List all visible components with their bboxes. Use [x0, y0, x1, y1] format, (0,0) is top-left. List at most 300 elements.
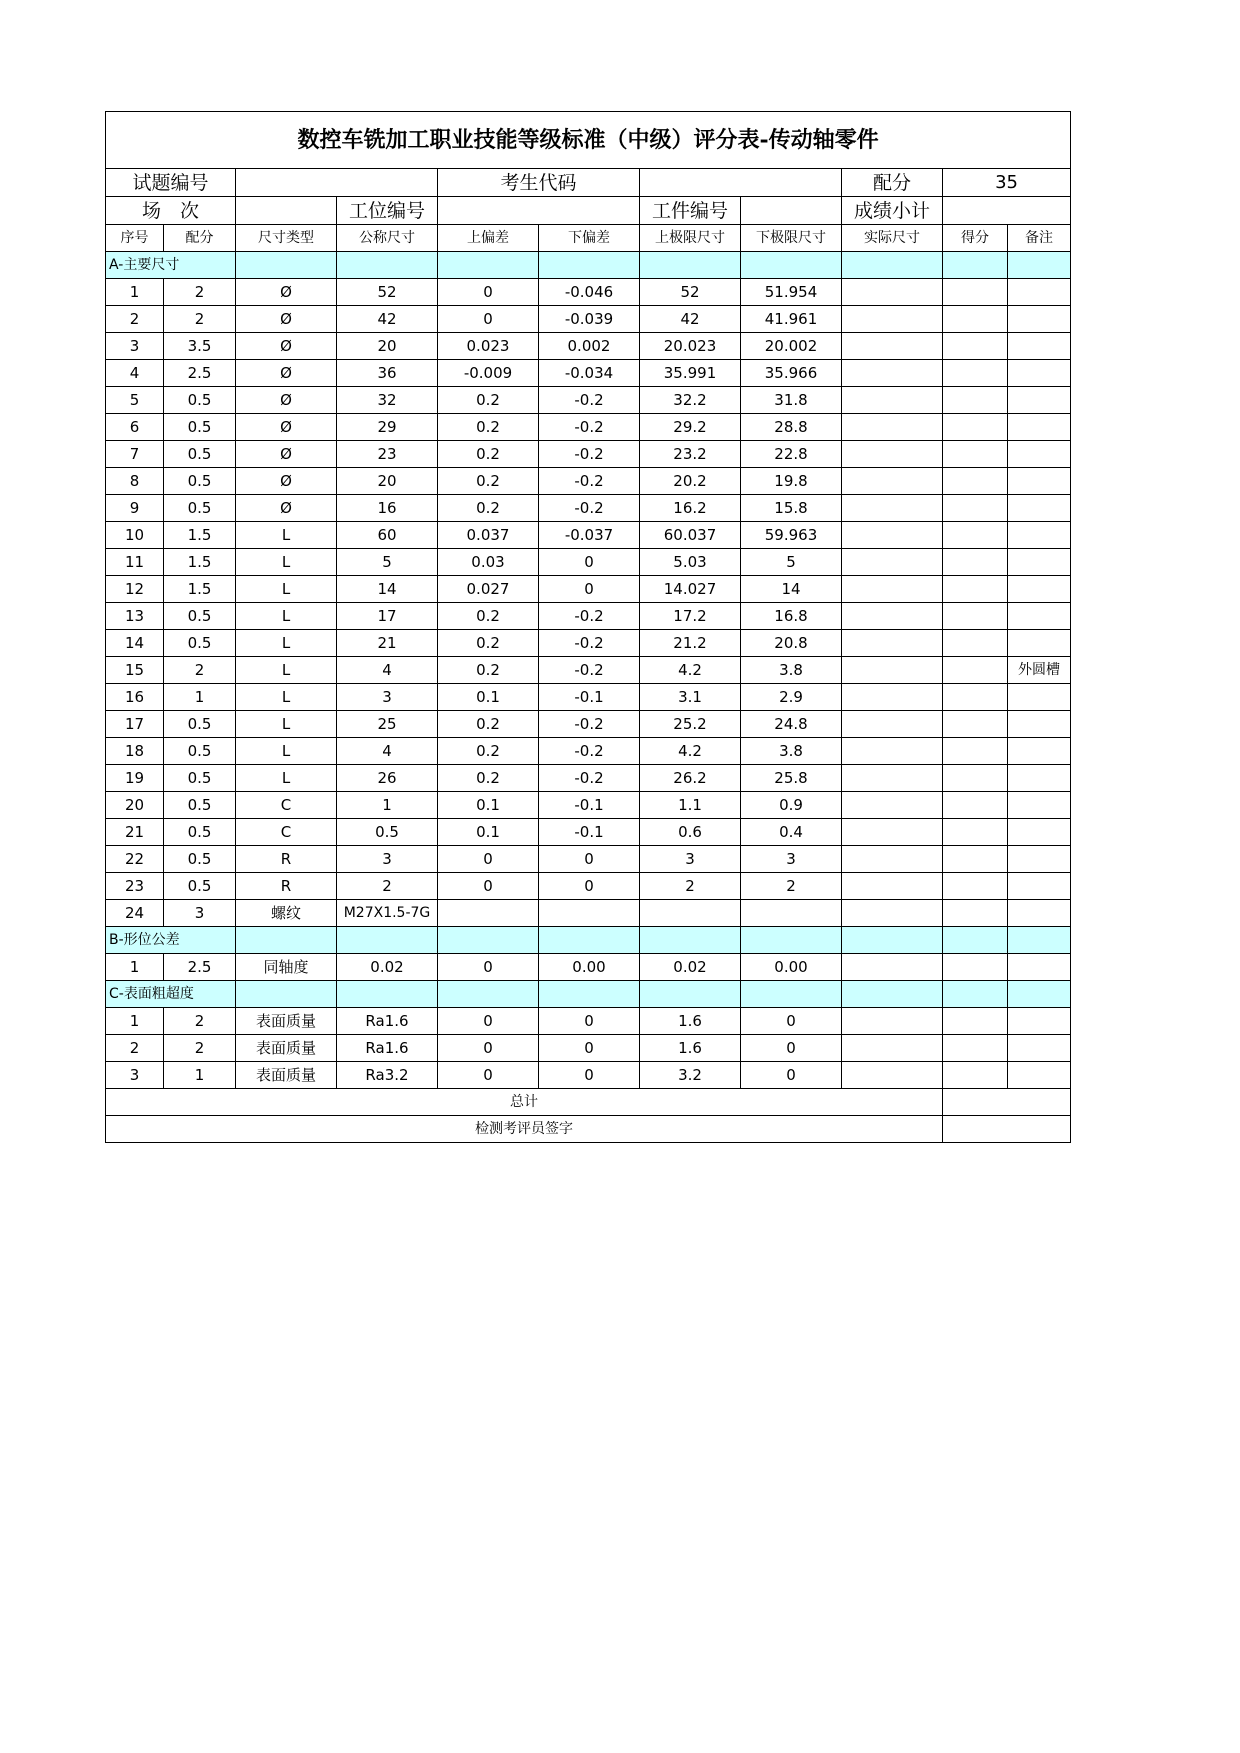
cell-dimension-type: 同轴度 — [236, 954, 337, 981]
cell-lower-deviation: -0.2 — [539, 603, 640, 630]
cell-index: 9 — [106, 495, 164, 522]
cell-dimension-type: 表面质量 — [236, 1062, 337, 1089]
cell-actual[interactable] — [842, 684, 943, 711]
session-field[interactable] — [236, 197, 337, 225]
cell-score[interactable] — [943, 819, 1008, 846]
cell-lower-deviation: -0.2 — [539, 495, 640, 522]
cell-score[interactable] — [943, 522, 1008, 549]
cell-score[interactable] — [943, 468, 1008, 495]
cell-lower-limit: 15.8 — [741, 495, 842, 522]
cell-points: 1.5 — [164, 576, 236, 603]
cell-index: 6 — [106, 414, 164, 441]
section-blank-cell — [842, 252, 943, 279]
cell-dimension-type: L — [236, 657, 337, 684]
cell-actual[interactable] — [842, 765, 943, 792]
section-blank-cell — [640, 252, 741, 279]
cell-lower-deviation: 0 — [539, 846, 640, 873]
sheet-title: 数控车铣加工职业技能等级标准（中级）评分表-传动轴零件 — [106, 112, 1071, 169]
cell-upper-limit: 3 — [640, 846, 741, 873]
cell-dimension-type: 表面质量 — [236, 1035, 337, 1062]
cell-lower-limit: 16.8 — [741, 603, 842, 630]
section-blank-cell — [943, 981, 1008, 1008]
table-row — [106, 819, 1071, 846]
cell-score[interactable] — [943, 441, 1008, 468]
cell-points: 1 — [164, 1062, 236, 1089]
cell-upper-deviation: 0.023 — [438, 333, 539, 360]
cell-nominal: 25 — [337, 711, 438, 738]
section-blank-cell — [337, 981, 438, 1008]
cell-lower-deviation: -0.1 — [539, 819, 640, 846]
cell-score[interactable] — [943, 873, 1008, 900]
cell-remark — [1008, 630, 1071, 657]
cell-lower-limit: 0.9 — [741, 792, 842, 819]
cell-nominal: Ra1.6 — [337, 1008, 438, 1035]
cell-score[interactable] — [943, 333, 1008, 360]
cell-lower-deviation — [539, 900, 640, 927]
cell-score[interactable] — [943, 765, 1008, 792]
table-row — [106, 630, 1071, 657]
section-blank-cell — [438, 927, 539, 954]
cell-index: 21 — [106, 819, 164, 846]
cell-lower-limit: 22.8 — [741, 441, 842, 468]
cell-score[interactable] — [943, 954, 1008, 981]
cell-upper-deviation: 0 — [438, 954, 539, 981]
cell-dimension-type: L — [236, 765, 337, 792]
total-label: 总计 — [106, 1089, 943, 1116]
cell-nominal: M27X1.5-7G — [337, 900, 438, 927]
cell-lower-deviation: -0.034 — [539, 360, 640, 387]
cell-upper-limit: 32.2 — [640, 387, 741, 414]
cell-nominal: Ra1.6 — [337, 1035, 438, 1062]
cell-remark — [1008, 522, 1071, 549]
cell-lower-limit: 20.8 — [741, 630, 842, 657]
cell-nominal: 23 — [337, 441, 438, 468]
cell-score[interactable] — [943, 738, 1008, 765]
cell-index: 22 — [106, 846, 164, 873]
section-blank-cell — [842, 927, 943, 954]
section-blank-cell — [741, 981, 842, 1008]
cell-actual[interactable] — [842, 738, 943, 765]
cell-remark — [1008, 1062, 1071, 1089]
table-row — [106, 333, 1071, 360]
total-row — [106, 1089, 1071, 1116]
cell-upper-limit: 1.6 — [640, 1008, 741, 1035]
cell-actual[interactable] — [842, 414, 943, 441]
cell-remark — [1008, 738, 1071, 765]
col-header-dimension-type: 尺寸类型 — [236, 225, 337, 252]
cell-actual[interactable] — [842, 873, 943, 900]
cell-lower-limit: 25.8 — [741, 765, 842, 792]
cell-index: 7 — [106, 441, 164, 468]
cell-lower-limit: 20.002 — [741, 333, 842, 360]
cell-score[interactable] — [943, 1008, 1008, 1035]
cell-actual[interactable] — [842, 711, 943, 738]
col-header-index: 序号 — [106, 225, 164, 252]
cell-dimension-type: Ø — [236, 279, 337, 306]
cell-actual[interactable] — [842, 603, 943, 630]
cell-actual[interactable] — [842, 846, 943, 873]
cell-index: 24 — [106, 900, 164, 927]
cell-remark — [1008, 495, 1071, 522]
info-row-2 — [106, 197, 1071, 225]
section-blank-cell — [943, 252, 1008, 279]
cell-upper-deviation: 0 — [438, 279, 539, 306]
cell-lower-limit: 0.4 — [741, 819, 842, 846]
session-label: 场 次 — [106, 197, 236, 225]
cell-nominal: 1 — [337, 792, 438, 819]
col-header-remark: 备注 — [1008, 225, 1071, 252]
cell-score[interactable] — [943, 1062, 1008, 1089]
cell-points: 1 — [164, 684, 236, 711]
cell-lower-limit: 35.966 — [741, 360, 842, 387]
cell-lower-limit: 0 — [741, 1035, 842, 1062]
cell-nominal: 2 — [337, 873, 438, 900]
section-blank-cell — [539, 252, 640, 279]
cell-score[interactable] — [943, 576, 1008, 603]
cell-remark — [1008, 468, 1071, 495]
cell-upper-limit: 35.991 — [640, 360, 741, 387]
cell-upper-deviation: 0.2 — [438, 468, 539, 495]
cell-actual[interactable] — [842, 279, 943, 306]
cell-remark — [1008, 279, 1071, 306]
cell-lower-limit: 28.8 — [741, 414, 842, 441]
cell-score[interactable] — [943, 846, 1008, 873]
cell-actual[interactable] — [842, 333, 943, 360]
cell-points: 0.5 — [164, 792, 236, 819]
cell-upper-deviation: 0.2 — [438, 738, 539, 765]
candidate-code-label: 考生代码 — [438, 169, 640, 197]
cell-lower-limit: 41.961 — [741, 306, 842, 333]
cell-upper-deviation: 0.1 — [438, 819, 539, 846]
cell-score[interactable] — [943, 792, 1008, 819]
section-blank-cell — [236, 981, 337, 1008]
cell-lower-deviation: -0.1 — [539, 684, 640, 711]
cell-dimension-type: Ø — [236, 306, 337, 333]
cell-index: 11 — [106, 549, 164, 576]
cell-lower-limit: 3.8 — [741, 738, 842, 765]
cell-actual[interactable] — [842, 441, 943, 468]
cell-dimension-type: 表面质量 — [236, 1008, 337, 1035]
table-row — [106, 792, 1071, 819]
cell-points: 0.5 — [164, 495, 236, 522]
table-row — [106, 873, 1071, 900]
cell-index: 19 — [106, 765, 164, 792]
cell-lower-limit: 3.8 — [741, 657, 842, 684]
cell-score[interactable] — [943, 306, 1008, 333]
table-row — [106, 360, 1071, 387]
cell-points: 0.5 — [164, 765, 236, 792]
cell-lower-deviation: -0.2 — [539, 630, 640, 657]
cell-lower-deviation: 0 — [539, 1008, 640, 1035]
cell-lower-deviation: -0.2 — [539, 657, 640, 684]
cell-index: 10 — [106, 522, 164, 549]
section-blank-cell — [1008, 252, 1071, 279]
cell-index: 1 — [106, 279, 164, 306]
cell-points: 0.5 — [164, 846, 236, 873]
cell-actual[interactable] — [842, 468, 943, 495]
cell-upper-limit: 3.1 — [640, 684, 741, 711]
cell-actual[interactable] — [842, 657, 943, 684]
cell-lower-deviation: -0.039 — [539, 306, 640, 333]
cell-dimension-type: R — [236, 846, 337, 873]
workpiece-field[interactable] — [741, 197, 842, 225]
section-blank-cell — [337, 927, 438, 954]
table-row — [106, 1035, 1071, 1062]
cell-points: 0.5 — [164, 603, 236, 630]
cell-nominal: 20 — [337, 333, 438, 360]
cell-lower-deviation: 0 — [539, 576, 640, 603]
candidate-code-field[interactable] — [640, 169, 842, 197]
cell-nominal: 3 — [337, 846, 438, 873]
cell-upper-limit: 4.2 — [640, 738, 741, 765]
cell-nominal: 4 — [337, 657, 438, 684]
cell-score[interactable] — [943, 657, 1008, 684]
station-field[interactable] — [438, 197, 640, 225]
cell-upper-deviation: 0 — [438, 873, 539, 900]
cell-score[interactable] — [943, 684, 1008, 711]
table-row — [106, 468, 1071, 495]
cell-actual[interactable] — [842, 819, 943, 846]
cell-remark — [1008, 1035, 1071, 1062]
cell-nominal: Ra3.2 — [337, 1062, 438, 1089]
cell-points: 0.5 — [164, 738, 236, 765]
col-header-upper-limit: 上极限尺寸 — [640, 225, 741, 252]
cell-upper-limit: 2 — [640, 873, 741, 900]
table-row — [106, 414, 1071, 441]
table-row — [106, 1008, 1071, 1035]
cell-actual[interactable] — [842, 792, 943, 819]
cell-upper-deviation: 0.027 — [438, 576, 539, 603]
section-label: B-形位公差 — [106, 927, 236, 954]
cell-points: 0.5 — [164, 387, 236, 414]
cell-points: 2 — [164, 1035, 236, 1062]
cell-lower-limit: 14 — [741, 576, 842, 603]
cell-nominal: 52 — [337, 279, 438, 306]
section-header-main-dimensions — [106, 252, 1071, 279]
cell-points: 0.5 — [164, 630, 236, 657]
cell-index: 18 — [106, 738, 164, 765]
cell-lower-deviation: 0 — [539, 549, 640, 576]
exam-no-field[interactable] — [236, 169, 438, 197]
cell-upper-deviation: 0 — [438, 1035, 539, 1062]
signature-field[interactable] — [943, 1116, 1071, 1143]
cell-index: 20 — [106, 792, 164, 819]
section-blank-cell — [337, 252, 438, 279]
column-header-row — [106, 225, 1071, 252]
section-blank-cell — [236, 252, 337, 279]
cell-dimension-type: L — [236, 711, 337, 738]
workpiece-label: 工件编号 — [640, 197, 741, 225]
cell-remark — [1008, 846, 1071, 873]
subtotal-label: 成绩小计 — [842, 197, 943, 225]
cell-lower-limit: 2 — [741, 873, 842, 900]
cell-upper-limit: 23.2 — [640, 441, 741, 468]
cell-index: 2 — [106, 1035, 164, 1062]
cell-upper-deviation: 0.1 — [438, 684, 539, 711]
cell-score[interactable] — [943, 630, 1008, 657]
cell-actual[interactable] — [842, 549, 943, 576]
cell-lower-limit: 3 — [741, 846, 842, 873]
cell-score[interactable] — [943, 495, 1008, 522]
cell-points: 0.5 — [164, 414, 236, 441]
table-row — [106, 738, 1071, 765]
section-blank-cell — [539, 927, 640, 954]
section-blank-cell — [438, 252, 539, 279]
col-header-actual: 实际尺寸 — [842, 225, 943, 252]
cell-actual[interactable] — [842, 495, 943, 522]
col-header-upper-deviation: 上偏差 — [438, 225, 539, 252]
cell-index: 8 — [106, 468, 164, 495]
cell-upper-limit: 17.2 — [640, 603, 741, 630]
cell-remark — [1008, 900, 1071, 927]
table-row — [106, 684, 1071, 711]
cell-score[interactable] — [943, 279, 1008, 306]
cell-points: 1.5 — [164, 549, 236, 576]
cell-nominal: 60 — [337, 522, 438, 549]
cell-nominal: 20 — [337, 468, 438, 495]
station-label: 工位编号 — [337, 197, 438, 225]
col-header-score: 得分 — [943, 225, 1008, 252]
cell-lower-limit: 0.00 — [741, 954, 842, 981]
cell-points: 2 — [164, 1008, 236, 1035]
total-field[interactable] — [943, 1089, 1071, 1116]
section-blank-cell — [943, 927, 1008, 954]
cell-actual[interactable] — [842, 576, 943, 603]
cell-upper-limit: 20.023 — [640, 333, 741, 360]
cell-actual[interactable] — [842, 954, 943, 981]
cell-points: 0.5 — [164, 711, 236, 738]
section-blank-cell — [539, 981, 640, 1008]
cell-index: 2 — [106, 306, 164, 333]
cell-lower-deviation: -0.2 — [539, 387, 640, 414]
cell-dimension-type: L — [236, 684, 337, 711]
cell-upper-deviation: 0 — [438, 846, 539, 873]
cell-remark — [1008, 360, 1071, 387]
cell-score[interactable] — [943, 360, 1008, 387]
cell-upper-limit: 3.2 — [640, 1062, 741, 1089]
cell-actual[interactable] — [842, 387, 943, 414]
table-row — [106, 954, 1071, 981]
cell-upper-limit: 20.2 — [640, 468, 741, 495]
cell-upper-limit: 21.2 — [640, 630, 741, 657]
table-row — [106, 657, 1071, 684]
cell-score[interactable] — [943, 900, 1008, 927]
cell-score[interactable] — [943, 387, 1008, 414]
cell-index: 3 — [106, 1062, 164, 1089]
cell-score[interactable] — [943, 414, 1008, 441]
cell-nominal: 21 — [337, 630, 438, 657]
cell-upper-deviation: 0.1 — [438, 792, 539, 819]
cell-upper-deviation: 0.2 — [438, 603, 539, 630]
cell-index: 3 — [106, 333, 164, 360]
section-blank-cell — [438, 981, 539, 1008]
cell-actual[interactable] — [842, 522, 943, 549]
cell-score[interactable] — [943, 711, 1008, 738]
cell-lower-limit: 5 — [741, 549, 842, 576]
cell-remark — [1008, 765, 1071, 792]
cell-score[interactable] — [943, 603, 1008, 630]
section-blank-cell — [741, 252, 842, 279]
cell-points: 1.5 — [164, 522, 236, 549]
cell-points: 2.5 — [164, 954, 236, 981]
cell-remark — [1008, 387, 1071, 414]
cell-nominal: 3 — [337, 684, 438, 711]
exam-no-label: 试题编号 — [106, 169, 236, 197]
cell-lower-limit: 0 — [741, 1008, 842, 1035]
cell-index: 1 — [106, 1008, 164, 1035]
cell-remark — [1008, 711, 1071, 738]
cell-lower-limit: 24.8 — [741, 711, 842, 738]
cell-actual[interactable] — [842, 1062, 943, 1089]
cell-lower-deviation: -0.037 — [539, 522, 640, 549]
cell-lower-deviation: 0 — [539, 1035, 640, 1062]
cell-upper-limit: 1.6 — [640, 1035, 741, 1062]
cell-lower-limit: 31.8 — [741, 387, 842, 414]
cell-lower-deviation: -0.2 — [539, 738, 640, 765]
cell-upper-deviation: 0.2 — [438, 711, 539, 738]
table-row — [106, 1062, 1071, 1089]
table-row — [106, 576, 1071, 603]
section-blank-cell — [1008, 981, 1071, 1008]
cell-lower-limit: 2.9 — [741, 684, 842, 711]
cell-actual[interactable] — [842, 1035, 943, 1062]
cell-actual[interactable] — [842, 900, 943, 927]
cell-upper-limit: 52 — [640, 279, 741, 306]
cell-upper-limit: 4.2 — [640, 657, 741, 684]
cell-actual[interactable] — [842, 360, 943, 387]
table-row — [106, 900, 1071, 927]
cell-index: 12 — [106, 576, 164, 603]
cell-upper-deviation: 0 — [438, 1062, 539, 1089]
section-label: C-表面粗超度 — [106, 981, 236, 1008]
cell-nominal: 16 — [337, 495, 438, 522]
cell-upper-deviation: 0 — [438, 1008, 539, 1035]
cell-dimension-type: Ø — [236, 441, 337, 468]
score-value: 35 — [943, 169, 1071, 197]
cell-dimension-type: Ø — [236, 495, 337, 522]
cell-lower-deviation: -0.2 — [539, 441, 640, 468]
score-label: 配分 — [842, 169, 943, 197]
cell-upper-limit: 42 — [640, 306, 741, 333]
cell-upper-deviation: 0.2 — [438, 387, 539, 414]
cell-actual[interactable] — [842, 630, 943, 657]
cell-nominal: 29 — [337, 414, 438, 441]
cell-upper-deviation: 0.2 — [438, 765, 539, 792]
cell-score[interactable] — [943, 549, 1008, 576]
cell-dimension-type: L — [236, 549, 337, 576]
subtotal-field[interactable] — [943, 197, 1071, 225]
cell-nominal: 14 — [337, 576, 438, 603]
cell-points: 0.5 — [164, 441, 236, 468]
cell-dimension-type: Ø — [236, 360, 337, 387]
signature-label: 检测考评员签字 — [106, 1116, 943, 1143]
cell-points: 3 — [164, 900, 236, 927]
cell-points: 2.5 — [164, 360, 236, 387]
cell-score[interactable] — [943, 1035, 1008, 1062]
section-header-form-position-tolerance — [106, 927, 1071, 954]
table-row — [106, 522, 1071, 549]
cell-actual[interactable] — [842, 306, 943, 333]
cell-remark — [1008, 306, 1071, 333]
cell-lower-deviation: -0.2 — [539, 414, 640, 441]
cell-upper-limit: 29.2 — [640, 414, 741, 441]
cell-upper-limit: 0.6 — [640, 819, 741, 846]
cell-actual[interactable] — [842, 1008, 943, 1035]
cell-dimension-type: Ø — [236, 414, 337, 441]
cell-index: 17 — [106, 711, 164, 738]
table-row — [106, 306, 1071, 333]
cell-upper-deviation: 0.2 — [438, 414, 539, 441]
